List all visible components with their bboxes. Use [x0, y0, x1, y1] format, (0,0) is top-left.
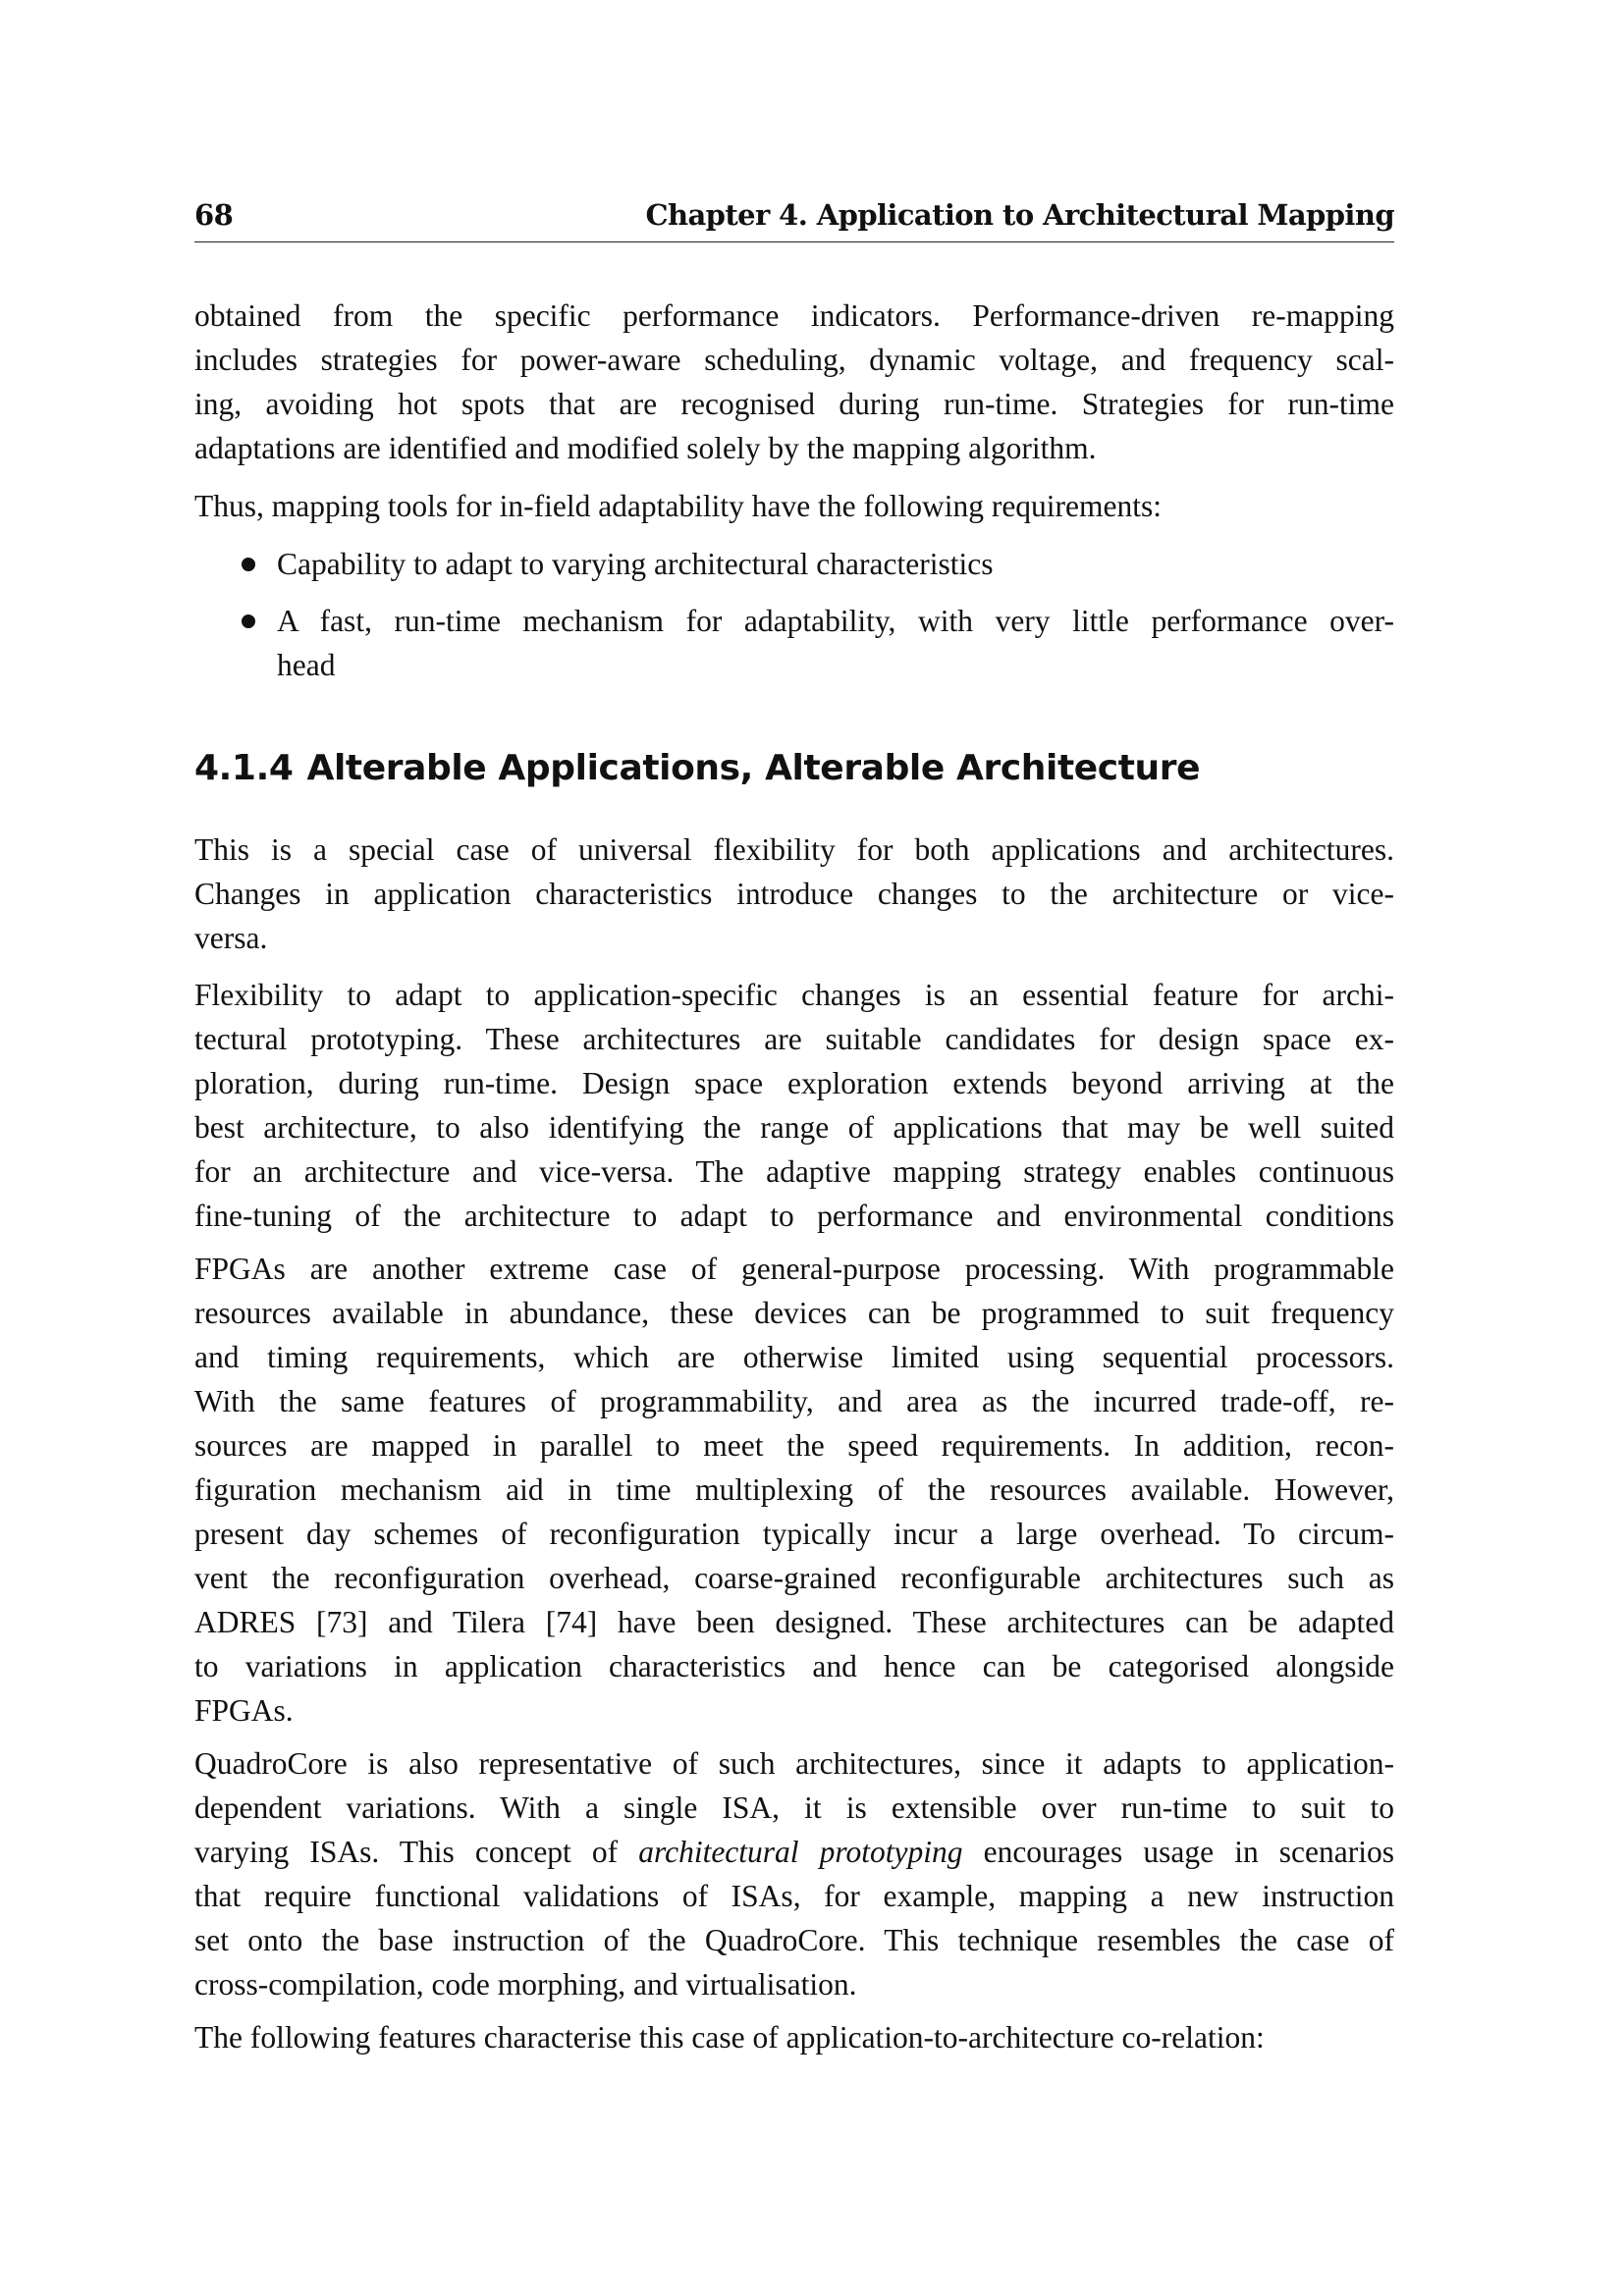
text-line: sources are mapped in parallel to meet the speed requirements. In addition, recon- — [194, 1428, 1394, 1463]
text-line: present day schemes of reconfiguration typically incur a large overhead. To circum- — [194, 1517, 1394, 1551]
text-line: fine-tuning of the architecture to adapt to performance and environmental conditions — [194, 1199, 1394, 1233]
text-fragment: varying ISAs. This concept of — [194, 1835, 639, 1869]
text-line: tectural prototyping. These architectures are suitable candidates for design space ex- — [194, 1022, 1394, 1056]
text-line: that require functional validations of ISAs, for example, mapping a new instruction — [194, 1879, 1394, 1913]
text-line: ing, avoiding hot spots that are recognised during run-time. Strategies for run-time — [194, 387, 1394, 421]
text-line: versa. — [194, 921, 268, 955]
list-item-text: Capability to adapt to varying architectural characteristics — [277, 547, 994, 581]
emphasized-term: architectural prototyping — [638, 1835, 963, 1869]
text-line: and timing requirements, which are otherwise limited using sequential processors. — [194, 1340, 1394, 1374]
text-line: ploration, during run-time. Design space exploration extends beyond arriving at the — [194, 1066, 1394, 1100]
text-line: to variations in application characteristics and hence can be categorised alongside — [194, 1649, 1394, 1683]
section-number: 4.1.4 — [194, 748, 294, 788]
text-line: best architecture, to also identifying the range of applications that may be well suited — [194, 1110, 1394, 1145]
text-line: FPGAs are another extreme case of general-purpose processing. With programmable — [194, 1252, 1394, 1286]
page-number: 68 — [194, 198, 234, 232]
section-title-text: Alterable Applications, Alterable Architecture — [306, 748, 1201, 788]
text-line: ADRES [73] and Tilera [74] have been designed. These architectures can be adapted — [194, 1605, 1394, 1639]
text-fragment: encourages usage in scenarios — [962, 1835, 1394, 1869]
section-heading — [194, 748, 1200, 788]
text-line: obtained from the specific performance indicators. Performance-driven re-mapping — [194, 298, 1394, 333]
text-line: With the same features of programmability, and area as the incurred trade-off, re- — [194, 1384, 1394, 1418]
text-line: includes strategies for power-aware scheduling, dynamic voltage, and frequency scal- — [194, 343, 1394, 377]
text-line: QuadroCore is also representative of such architectures, since it adapts to application- — [194, 1746, 1394, 1781]
text-line: for an architecture and vice-versa. The adaptive mapping strategy enables continuous — [194, 1154, 1394, 1189]
text-line: resources available in abundance, these devices can be programmed to suit frequency — [194, 1296, 1394, 1330]
running-chapter-title: Chapter 4. Application to Architectural Mapping — [645, 198, 1394, 232]
text-line: Flexibility to adapt to application-specific changes is an essential feature for archi- — [194, 978, 1394, 1012]
page-header — [194, 198, 1394, 242]
text-line: cross-compilation, code morphing, and virtualisation. — [194, 1967, 857, 2002]
text-line: dependent variations. With a single ISA, it is extensible over run-time to suit to — [194, 1790, 1394, 1825]
text-line — [194, 1831, 1394, 1874]
text-line: This is a special case of universal flexibility for both applications and architectures. — [194, 832, 1394, 867]
list-item-text: head — [277, 648, 336, 682]
paragraph-features-intro: The following features characterise this case of application-to-architecture co-relation: — [194, 2020, 1265, 2055]
text-line: Changes in application characteristics introduce changes to the architecture or vice- — [194, 877, 1394, 911]
bullet-icon — [242, 614, 255, 628]
text-line: figuration mechanism aid in time multiplexing of the resources available. However, — [194, 1472, 1394, 1507]
text-line: adaptations are identified and modified solely by the mapping algorithm. — [194, 431, 1097, 465]
text-line: vent the reconfiguration overhead, coarse-grained reconfigurable architectures such as — [194, 1561, 1394, 1595]
list-item-text: A fast, run-time mechanism for adaptability, with very little performance over- — [277, 604, 1394, 638]
text-line: set onto the base instruction of the QuadroCore. This technique resembles the case of — [194, 1923, 1394, 1957]
text-line: FPGAs. — [194, 1693, 294, 1728]
bullet-icon — [242, 558, 255, 571]
paragraph-requirements-intro: Thus, mapping tools for in-field adaptability have the following requirements: — [194, 489, 1163, 523]
